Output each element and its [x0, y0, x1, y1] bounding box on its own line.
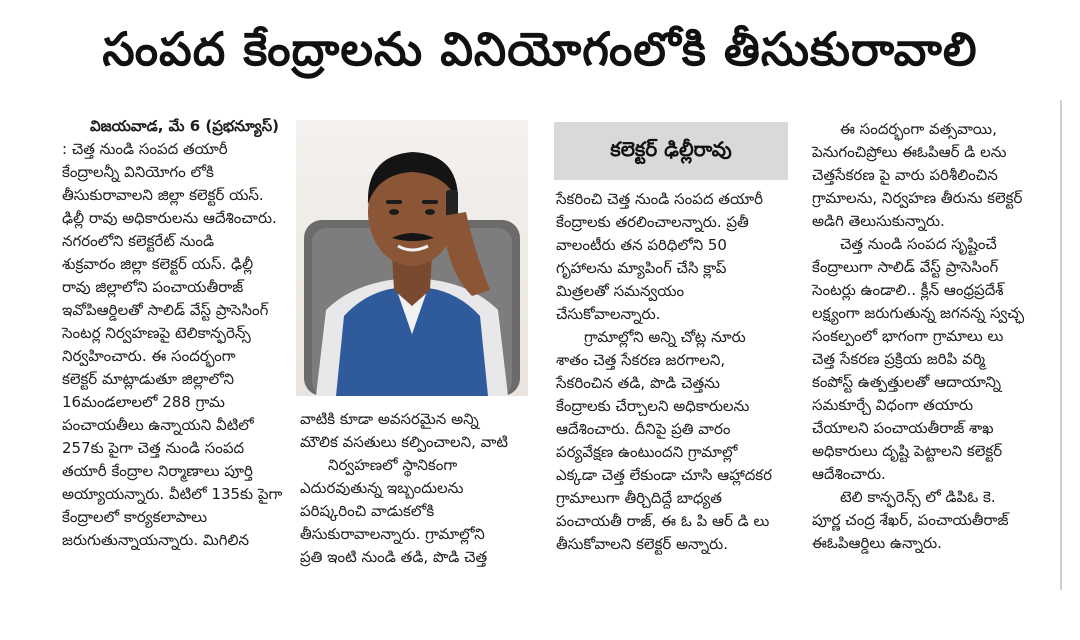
- column-line: కంపోస్ట్ ఉత్పత్తులతో ఆదాయాన్ని: [812, 373, 1002, 391]
- article-column-2: [300, 408, 528, 569]
- column-line: గ్రామాలను, నిర్వహణ తీరును కలెక్టర్: [812, 189, 1023, 207]
- column-line: పంచాయతీలు ఉన్నాయని వీటిలో: [62, 416, 254, 434]
- column-line: నగరంలోని కలెక్టరేట్ నుండి: [62, 232, 215, 250]
- column-line: అయ్యాయన్నారు. వీటిలో 135కు పైగా: [62, 485, 283, 503]
- article-column-4: [812, 118, 1052, 555]
- column-line: సెంటర్ల నిర్వహణపై టెలికాన్ఫరెన్స్: [62, 324, 251, 342]
- column-line: కలెక్టర్ మాట్లాడుతూ జిల్లాలోని: [62, 370, 235, 388]
- column-line: ఎదురవుతున్న ఇబ్బందులను: [300, 479, 464, 497]
- column-line: ఎక్కడా చెత్త లేకుండా చూసి ఆహ్లాదకర: [556, 466, 773, 484]
- column-line: ప్రతి ఇంటి నుండి తడి, పొడి చెత్త: [300, 548, 488, 566]
- article-column-3: [556, 188, 790, 556]
- article-column-1: [62, 115, 290, 552]
- column-line: జరుగుతున్నాయన్నారు. మిగిలిన: [62, 531, 250, 549]
- kicker-box: కలెక్టర్ ఢిల్లీరావు: [554, 122, 788, 180]
- column-line: చెత్త నుండి సంపద సృష్టించే: [840, 235, 997, 253]
- column-line: లక్ష్యంగా జరుగుతున్న జగనన్న స్వచ్ఛ: [812, 304, 1025, 322]
- column-line: పర్యవేక్షణ ఉంటుందని గ్రామాల్లో: [556, 443, 738, 461]
- column-line: కేంద్రాలుగా సాలిడ్ వేస్ట్ ప్రాసెసింగ్: [812, 258, 999, 276]
- column-line: 257కు పైగా చెత్త నుండి సంపద: [62, 439, 245, 457]
- column-line: చెత్త సేకరణ ప్రక్రియ జరిపి వర్మి: [812, 350, 985, 368]
- column-line: గ్రామాలుగా తీర్చిదిద్దే బాధ్యత: [556, 489, 722, 507]
- column-line: రావు జిల్లాలోని పంచాయతీరాజ్: [62, 278, 244, 296]
- column-line: కేంద్రాలన్నీ వినియోగం లోకి: [62, 163, 214, 181]
- column-line: నిర్వహణలో స్థానికంగా: [328, 456, 458, 474]
- person-on-phone-illustration: [296, 120, 528, 396]
- column-line: అడిగి తెలుసుకున్నారు.: [812, 212, 945, 230]
- column-line: : చెత్త నుండి సంపద తయారీ: [62, 140, 228, 158]
- dateline: విజయవాడ, మే 6 (ప్రభన్యూస్): [90, 117, 279, 135]
- headline: సంపద కేంద్రాలను వినియోగంలోకి తీసుకురావాలి: [102, 22, 978, 76]
- column-line: మౌలిక వసతులు కల్పించాలని, వాటి: [300, 433, 508, 451]
- column-line: సేకరించిన తడి, పొడి చెత్తను: [556, 374, 720, 392]
- column-line: అధికారులు దృష్టి పెట్టాలని కలెక్టర్: [812, 442, 1003, 460]
- collector-photo: [296, 120, 528, 396]
- column-line: ఈ సందర్భంగా వత్సవాయి,: [840, 120, 997, 138]
- column-line: ఆదేశించారు. దీనిపై ప్రతి వారం: [556, 420, 731, 438]
- column-line: కేంద్రాలకు తరలించాలన్నారు. ప్రతీ: [556, 213, 749, 231]
- column-line: ఈఓపిఆర్డిలు ఉన్నారు.: [812, 534, 942, 552]
- column-line: నిర్వహించారు. ఈ సందర్భంగా: [62, 347, 236, 365]
- column-line: శుక్రవారం జిల్లా కలెక్టర్ యస్. ఢిల్లీ: [62, 255, 254, 273]
- column-line: ఢిల్లీ రావు అధికారులను ఆదేశించారు.: [62, 209, 277, 227]
- column-line: టెలి కాన్ఫరెన్స్ లో డిపిఓ కె.: [840, 488, 996, 506]
- column-line: సేకరించి చెత్త నుండి సంపద తయారీ: [556, 190, 763, 208]
- column-line: గృహాలను మ్యాపింగ్ చేసి క్లాప్: [556, 259, 727, 277]
- column-line: కేంద్రాలకు చేర్చాలని అధికారులను: [556, 397, 750, 415]
- column-line: సంకల్పంలో భాగంగా గ్రామాలు లు: [812, 327, 1004, 345]
- column-line: చేసుకోవాలన్నారు.: [556, 305, 661, 323]
- column-line: వాటికి కూడా అవసరమైన అన్ని: [300, 410, 479, 428]
- column-line: పంచాయతీ రాజ్, ఈ ఓ పి ఆర్ డి లు: [556, 512, 770, 530]
- column-line: కేంద్రాలలో కార్యకలాపాలు: [62, 508, 208, 526]
- column-line: పెనుగంచిప్రోలు ఈఓపిఆర్ డి లను: [812, 143, 1007, 161]
- right-edge-rule: [1060, 100, 1062, 590]
- column-line: తీసుకురావాలని జిల్లా కలెక్టర్ యస్.: [62, 186, 264, 204]
- column-line: తయారీ కేంద్రాల నిర్మాణాలు పూర్తి: [62, 462, 253, 480]
- column-line: చెత్తసేకరణ పై వారు పరిశీలించిన: [812, 166, 998, 184]
- column-line: సమకూర్చే విధంగా తయారు: [812, 396, 974, 414]
- column-line: శాతం చెత్త సేకరణ జరగాలని,: [556, 351, 726, 369]
- column-line: పరిష్కరించి వాడుకలోకి: [300, 502, 435, 520]
- column-line: ఆదేశించారు.: [812, 465, 886, 483]
- column-line: ఇవోపిఆర్డిలతో సాలిడ్ వేస్ట్ ప్రాసెసింగ్: [62, 301, 269, 319]
- column-line: తీసుకురావాలన్నారు. గ్రామాల్లోని: [300, 525, 485, 543]
- column-line: పూర్ణ చంద్ర శేఖర్, పంచాయతీరాజ్: [812, 511, 1009, 529]
- column-line: సెంటర్లు ఉండాలి.. క్లీన్ ఆంధ్రప్రదేశ్: [812, 281, 1004, 299]
- column-line: 16మండలాలలో 288 గ్రామ: [62, 393, 225, 411]
- column-line: గ్రామాల్లోని అన్ని చోట్ల నూరు: [584, 328, 746, 346]
- column-line: వాలంటీరు తన పరిధిలోని 50: [556, 236, 727, 254]
- column-line: చేయాలని పంచాయతీరాజ్ శాఖ: [812, 419, 994, 437]
- column-line: తీసుకోవాలని కలెక్టర్ అన్నారు.: [556, 535, 728, 553]
- column-line: మిత్రలతో సమన్వయం: [556, 282, 685, 300]
